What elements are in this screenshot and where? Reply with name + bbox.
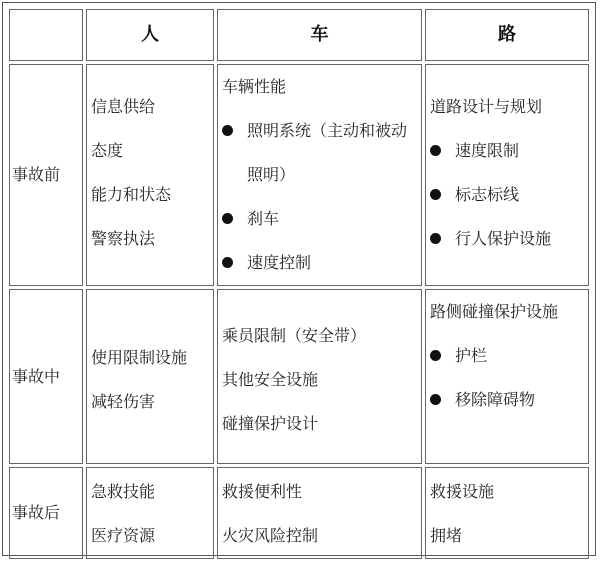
row-label-text: 事故前 [12,165,61,184]
bullet-icon [430,233,441,244]
bullet-item [222,197,417,241]
bullet-item [430,217,584,261]
bullet-icon [222,213,233,224]
cell-pre-road [425,64,589,286]
bullet-item [430,129,584,173]
list-item: 救援便利性 [222,482,303,501]
bullet-icon [430,394,441,405]
bullet-text: 护栏 [455,346,488,365]
header-corner-cell [9,9,83,61]
cell-mid-vehicle [217,289,422,464]
list-item: 能力和状态 [91,185,172,204]
row-label-crash [9,289,83,464]
cell-pre-person [86,64,214,286]
cell-post-person [86,467,214,559]
table-row-post-crash [9,467,589,559]
cell-title: 路侧碰撞保护设施 [430,302,559,321]
bullet-icon [430,189,441,200]
cell-pre-vehicle [217,64,422,286]
bullet-item [430,334,584,378]
header-row [9,9,589,61]
bullet-text: 速度控制 [247,253,312,272]
table-row-crash [9,289,589,464]
list-item: 其他安全设施 [222,370,319,389]
list-item: 火灾风险控制 [222,526,319,545]
bullet-text: 刹车 [247,209,280,228]
list-item: 乘员限制（安全带） [222,326,367,345]
list-item: 碰撞保护设计 [222,414,319,433]
bullet-icon [430,350,441,361]
cell-mid-person [86,289,214,464]
cell-title: 车辆性能 [222,77,287,96]
cell-mid-road [425,289,589,464]
bullet-text: 移除障碍物 [455,390,536,409]
list-item: 警察执法 [91,229,156,248]
bullet-text: 行人保护设施 [455,229,552,248]
bullet-item [222,109,417,197]
list-item: 减轻伤害 [91,392,156,411]
list-item: 急救技能 [91,482,156,501]
bullet-icon [430,145,441,156]
table-row-pre-crash [9,64,589,286]
bullet-text: 标志标线 [455,185,520,204]
row-label-text: 事故中 [12,366,61,386]
bullet-text: 照明系统（主动和被动照明） [247,121,408,184]
header-vehicle: 车 [217,9,422,61]
bullet-icon [222,257,233,268]
header-road: 路 [425,9,589,61]
row-label-pre-crash [9,64,83,286]
haddon-matrix-table [6,6,592,562]
bullet-text: 速度限制 [455,141,520,160]
list-item: 拥堵 [430,526,463,545]
bullet-item [430,173,584,217]
list-item: 信息供给 [91,97,156,116]
list-item: 救援设施 [430,482,495,501]
list-item: 态度 [91,141,124,160]
header-person: 人 [86,9,214,61]
cell-title: 道路设计与规划 [430,97,543,116]
list-item: 使用限制设施 [91,348,188,367]
bullet-icon [222,125,233,136]
row-label-text: 事故后 [12,503,61,522]
bullet-item [430,378,584,422]
list-item: 医疗资源 [91,526,156,545]
row-label-post-crash [9,467,83,559]
cell-post-vehicle [217,467,422,559]
cell-post-road [425,467,589,559]
bullet-item [222,241,417,285]
